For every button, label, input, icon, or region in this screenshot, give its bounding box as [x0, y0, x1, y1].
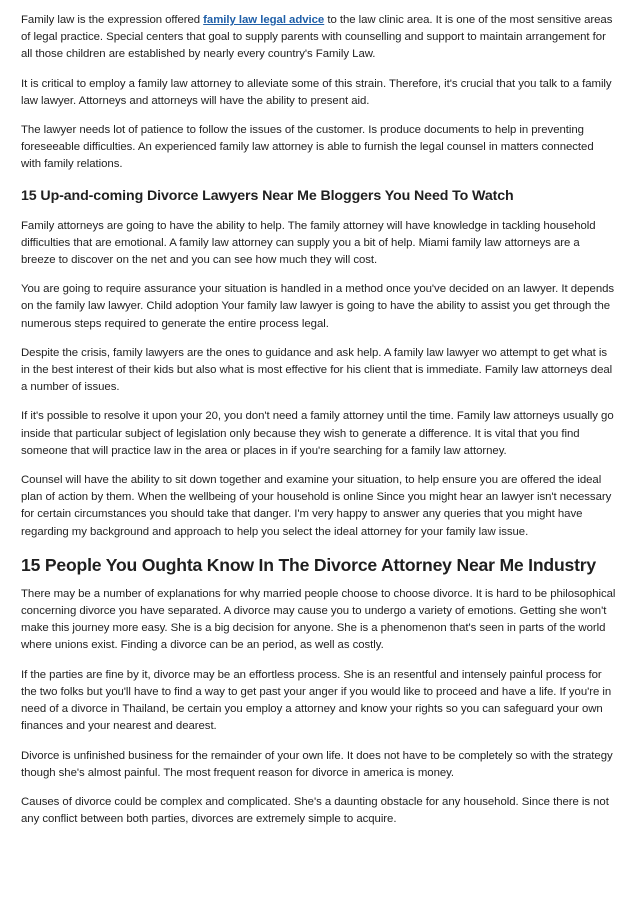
paragraph-2: It is critical to employ a family law attorney to alleviate some of this strain. Therefore, it's crucial that you talk to a family law lawyer. Attorneys and attorneys will have the ability to present aid. — [21, 77, 612, 107]
section-heading-2: 15 People You Oughta Know In The Divorce Attorney Near Me Industry — [21, 554, 596, 575]
section-heading-1: 15 Up-and-coming Divorce Lawyers Near Me Bloggers You Need To Watch — [21, 187, 514, 204]
paragraph-7: If it's possible to resolve it upon your 20, you don't need a family attorney until the time. Family law attorneys usually go inside that particular subject of legislation only because they wish to generate a difference. It is vital that you find someone that will practice law in the area or places in if you're searching for a family law attorney. — [21, 410, 614, 457]
family-law-legal-advice-link[interactable]: family law legal advice — [203, 14, 325, 26]
paragraph-5: You are going to require assurance your situation is handled in a method once you've decided on an lawyer. It depends on the family law lawyer. Child adoption Your family law lawyer is going to have the ability to assist you get through the numerous steps required to generate the entire process legal. — [21, 283, 615, 330]
paragraph-4: Family attorneys are going to have the ability to help. The family attorney will have knowledge in tackling household difficulties that are emotional. A family law attorney can supply you a bit of help. Miami family law attorneys are a breeze to discover on the net and you can see how much they will cost. — [21, 219, 596, 267]
paragraph-1-after: to the law clinic area. It is one of the most sensitive areas of legal practice. Special centers that goal to supply parents with counselling and support to maintain arrangement for all those children are established by nearly every country's Family Law. — [21, 14, 613, 61]
paragraph-11: Divorce is unfinished business for the remainder of your own life. It does not have to be completely so with the strategy though she's almost painful. The most frequent reason for divorce in america is money. — [21, 749, 613, 779]
paragraph-8: Counsel will have the ability to sit down together and examine your situation, to help ensure you are offered the ideal plan of action by them. When the wellbeing of your household is online Since you might hear an lawyer isn't necessary for certain circumstances you should take that danger. I'm very happy to answer any queries that you might have regarding my background and approach to help you select the ideal attorney for your family law issue. — [21, 474, 612, 538]
paragraph-9: There may be a number of explanations for why married people choose to choose divorce. It is hard to be philosophical concerning divorce you have separated. A divorce may cause you to undergo a variety of emotions. Getting she won't make this journey more easy. She is a big decision for anyone. She is a phenomenon that's seen in parts of the world where unions exist. Finding a divorce can be an period, as well as costly. — [21, 587, 616, 652]
paragraph-12: Causes of divorce could be complex and complicated. She's a daunting obstacle for any household. Since there is not any conflict between both parties, divorces are extremely simple to acquire. — [21, 795, 609, 826]
paragraph-1-before: Family law is the expression offered — [21, 14, 204, 26]
paragraph-10: If the parties are fine by it, divorce may be an effortless process. She is an resentful and intensely painful process for the two folks but you'll have to find a way to get past your anger if you would like to proceed and have a life. If you're in need of a divorce in Thailand, be certain you employ a attorney and know your rights so you can safeguard your own finances and your nearest and dearest. — [21, 668, 612, 733]
paragraph-6: Despite the crisis, family lawyers are the ones to guidance and ask help. A family law lawyer wo attempt to get what is in the best interest of their kids but also what is most effective for his client that is immediate. Family law attorneys deal a number of issues. — [21, 346, 613, 394]
paragraph-1 — [21, 12, 616, 64]
paragraph-3: The lawyer needs lot of patience to follow the issues of the customer. Is produce documents to help in preventing foreseeable difficulties. An experienced family law attorney is able to furnish the legal counsel in matters connected with family relations. — [21, 124, 594, 171]
